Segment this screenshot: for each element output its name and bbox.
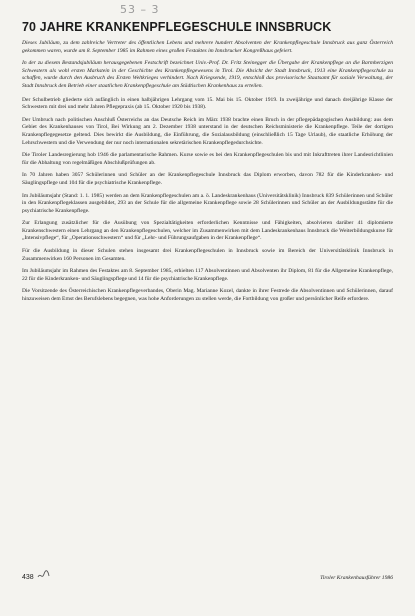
paragraph-history: In der zu diesem Bestandsjubiläum herausgegebenen Festschrift bezeichnet Univ.-Prof. Dr. Fritz Steinegger die Übergabe der Krankenpflege an die Barmherzigen Schwestern als wohl ersten Markstein in der Geschichte des Krankenpflegewesens in Tirol. Die Absicht der Stadt Innsbruck, 1913 eine Krankenpflegeschule zu schaffen, wurde durch den Ausbruch des Ersten Weltkrieges verhindert. Nach Kriegsende, 1919, entschloß das provisorische Staatsamt für soziale Verwaltung, der Stadt Innsbruck den Betrieb einer staatlichen Krankenpflegeschule am Städtischen Krankenhaus zu erteilen. bbox=[22, 60, 393, 89]
paragraph-intro: Dieses Jubiläum, zu dem zahlreiche Vertreter des öffentlichen Lebens und mehrere hundert Absolventen der Krankenpflegeschule Innsbruck aus ganz Österreich gekommen waren, wurde am 8. September 1985 im Rahmen eines großen Festaktes im Innsbrucker Kongreßhaus gefeiert. bbox=[22, 40, 393, 54]
article-title: 70 JAHRE KRANKENPFLEGESCHULE INNSBRUCK bbox=[22, 20, 332, 34]
paragraph: Im Jubiläumsjahr im Rahmen des Festaktes am 8. September 1985, erhielten 117 Absolventinnen und Absolventen ihr Diplom, 81 für die Allgemeine Krankenpflege, 22 für die Kinderkranken- und Säuglingspflege und 14 für die psychiatrische Krankenpflege. bbox=[22, 268, 393, 282]
publication-title: Tiroler Krankenhausführer 1986 bbox=[320, 574, 393, 581]
paragraph: Zur Erlangung zusätzlicher für die Ausübung von Spezialtätigkeiten erforderlichen Kenntnisse und Fähigkeiten, absolvieren darüber 41 diplomierte Krankenschwestern einen Lehrgang an den Krankenpflegeschulen, welcher im Zusammenwirken mit dem Landeskrankenhaus Innsbruck die Weiterbildungskurse für „Intensivpflege“, für „Operationsschwestern“ und für „Lehr- und Führungsaufgaben in der Krankenpflege“. bbox=[22, 220, 393, 242]
pencil-annotation: 53 – 3 bbox=[120, 3, 160, 16]
paragraph: In 70 Jahren haben 3057 Schülerinnen und Schüler an der Krankenpflegeschule Innsbruck das Diplom erworben, davon 782 für die Kinderkranken- und Säuglingspflege und 104 für die psychiatrische Krankenpflege. bbox=[22, 172, 393, 186]
paragraph: Der Umbruch nach politischen Anschluß Österreichs an das Deutsche Reich im März 1938 brachte einen Bruch in der pflegepädagogischen Ausbildung: aus dem Gebiet des Krankenhauses von Tirol, Bei Wirkung am 2. Dezember 1938 unterstand in der deutschen Reichsministerie die Krankenpflege. Teile der dortigen Krankenpflegegesetze geltend. Dies bewirkt die Ausbildung, die Einführung, die Sozialausbildung (einschließlich 15 Tage Urlaub), die staatliche Erhöhung der Lehrschwestern und die Verwendung der nur noch internationalen sekretärischen Krankenpflegedurchsichte. bbox=[22, 116, 393, 146]
paragraph: Für die Ausbildung in dieser Schulen stehen insgesamt drei Krankenpflegeschulen in Innsbruck sowie im Bereich der Universitätsklinik Innsbruck in Zusammenwirken 160 Personen im Gesamten. bbox=[22, 248, 393, 262]
paragraph: Im Jubiläumsjahr (Stand: 1. 1. 1985) werden an dem Krankenpflegeschulen am a. ö. Landeskrankenhaus (Universitätsklinik) Innsbruck 839 Schülerinnen und Schüler in den Krankenpflegeklassen ausgebildet, 293 an der Schule für die allgemeine Krankenpflege sowie 28 Schülerinnen und Schüler an der Ausbildungsstätte für die psychiatrische Krankenpflege. bbox=[22, 192, 393, 214]
paragraph: Der Schulbetrieb gliederte sich aufänglich in einen halbjährigen Lehrgang vom 15. Mai bis 15. Oktober 1919. In zweijährige und danach dreijährige Klasse der Schwestern mit drei und mehr Jahren Pflegepraxis (ab 15. Oktober 1920 bis 1938). bbox=[22, 96, 393, 111]
page-number: 438 bbox=[22, 574, 34, 581]
page-footer bbox=[22, 574, 393, 581]
paragraph: Die Tiroler Landesregierung hob 1946 die parlamentarische Rahmen. Kurse sowie es bei den Krankenpflegeschulen bis und mit Inkrafttreten ihrer Landesrichtlinien für die Abhaltung von regelmäßigen Abschlußprüfungen ab. bbox=[22, 152, 393, 166]
paragraph: Die Vorsitzende des Österreichischen Krankenpflegeverbandes, Oberin Mag. Marianne Kozel, dankte in ihrer Festrede die Absolventinnen und Schülerinnen, darauf hinzuweisen dem Ernst des Berufslebens begegnen, was hohe Anforderungen zu stellen werde, die Fortbildung von großer und persönlicher Reife erfordere. bbox=[22, 288, 393, 303]
handwritten-mark-icon bbox=[36, 568, 50, 582]
